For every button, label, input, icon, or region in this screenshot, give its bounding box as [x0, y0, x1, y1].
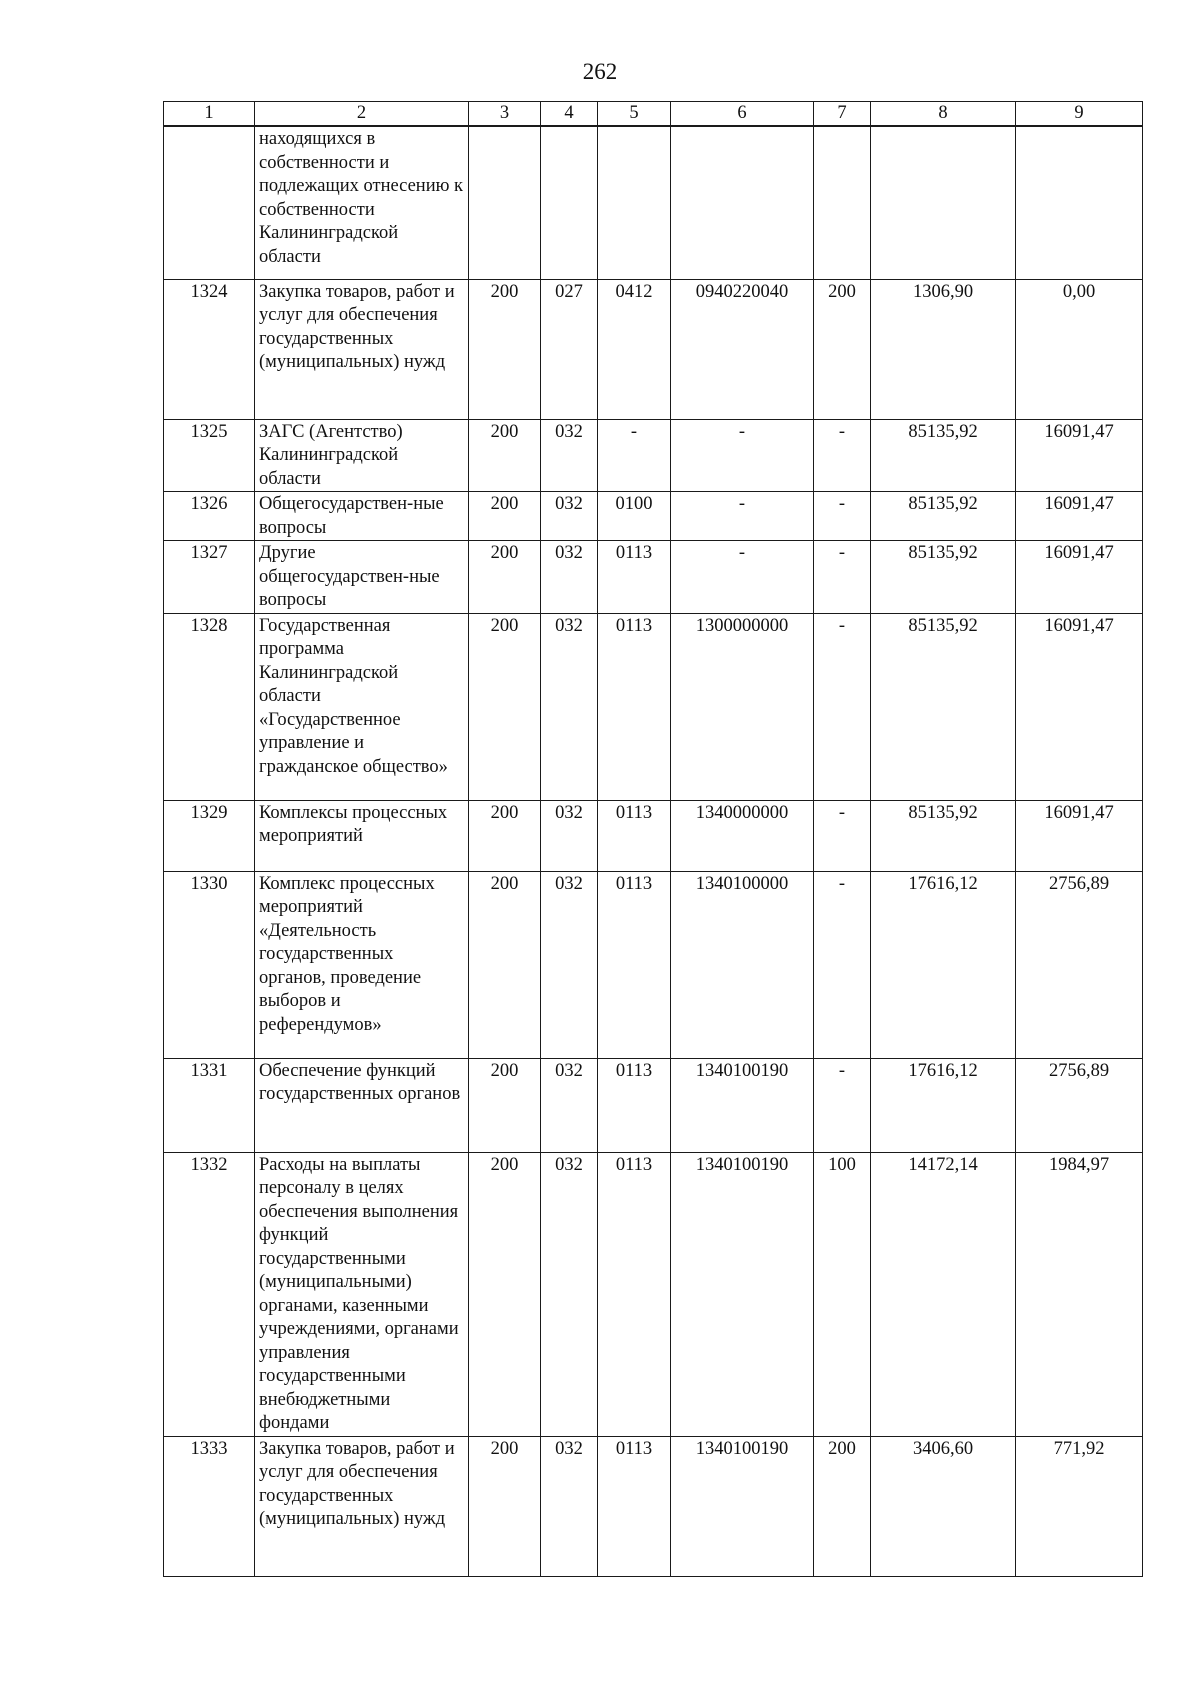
- row-col-4: [541, 126, 598, 279]
- row-col-7: -: [814, 1058, 871, 1152]
- row-col-8: 17616,12: [871, 1058, 1016, 1152]
- row-col-9: 771,92: [1016, 1436, 1143, 1576]
- row-col-4: 032: [541, 1436, 598, 1576]
- row-name: Комплексы процессных мероприятий: [255, 800, 469, 871]
- row-col-5: 0113: [598, 613, 671, 800]
- table-body: [164, 126, 1143, 1576]
- row-number: 1333: [164, 1436, 255, 1576]
- row-col-4: 032: [541, 800, 598, 871]
- row-number: 1331: [164, 1058, 255, 1152]
- row-col-3: 200: [469, 1152, 541, 1436]
- row-col-3: 200: [469, 871, 541, 1058]
- row-col-9: [1016, 126, 1143, 279]
- row-col-8: [871, 126, 1016, 279]
- table-row: [164, 541, 1143, 614]
- row-number: 1326: [164, 492, 255, 541]
- row-number: 1328: [164, 613, 255, 800]
- table-row: [164, 871, 1143, 1058]
- row-col-6: 1340100000: [671, 871, 814, 1058]
- row-col-5: 0113: [598, 800, 671, 871]
- row-col-3: [469, 126, 541, 279]
- row-number: 1332: [164, 1152, 255, 1436]
- row-col-4: 032: [541, 419, 598, 492]
- header-col-6: 6: [671, 102, 814, 127]
- row-number: 1325: [164, 419, 255, 492]
- header-col-7: 7: [814, 102, 871, 127]
- row-col-7: [814, 126, 871, 279]
- budget-table: [163, 101, 1143, 1577]
- row-col-9: 0,00: [1016, 279, 1143, 419]
- row-col-3: 200: [469, 1058, 541, 1152]
- row-col-7: -: [814, 613, 871, 800]
- row-col-6: 1340100190: [671, 1436, 814, 1576]
- header-col-2: 2: [255, 102, 469, 127]
- row-number: 1327: [164, 541, 255, 614]
- row-name: Расходы на выплаты персоналу в целях обеспечения выполнения функций государственными (муниципальными) органами, казенными учреждениями, органами управления государственными внебюджетными фондами: [255, 1152, 469, 1436]
- row-col-5: [598, 126, 671, 279]
- header-row: [164, 102, 1143, 127]
- row-col-9: 2756,89: [1016, 1058, 1143, 1152]
- row-name: Другие общегосударствен-ные вопросы: [255, 541, 469, 614]
- row-col-7: -: [814, 419, 871, 492]
- row-col-8: 1306,90: [871, 279, 1016, 419]
- row-col-9: 16091,47: [1016, 419, 1143, 492]
- row-col-3: 200: [469, 419, 541, 492]
- table-row: [164, 419, 1143, 492]
- row-col-5: 0412: [598, 279, 671, 419]
- row-col-6: -: [671, 419, 814, 492]
- row-col-5: 0100: [598, 492, 671, 541]
- row-col-9: 16091,47: [1016, 613, 1143, 800]
- row-col-5: -: [598, 419, 671, 492]
- row-col-4: 032: [541, 541, 598, 614]
- row-name: Общегосударствен-ные вопросы: [255, 492, 469, 541]
- row-col-7: 200: [814, 279, 871, 419]
- row-col-7: -: [814, 492, 871, 541]
- row-col-8: 3406,60: [871, 1436, 1016, 1576]
- row-number: [164, 126, 255, 279]
- row-col-7: 100: [814, 1152, 871, 1436]
- row-col-8: 85135,92: [871, 613, 1016, 800]
- row-col-6: -: [671, 541, 814, 614]
- row-number: 1329: [164, 800, 255, 871]
- row-number: 1324: [164, 279, 255, 419]
- row-col-8: 17616,12: [871, 871, 1016, 1058]
- row-col-4: 032: [541, 871, 598, 1058]
- row-col-3: 200: [469, 492, 541, 541]
- row-name: Комплекс процессных мероприятий «Деятельность государственных органов, проведение выборов и референдумов»: [255, 871, 469, 1058]
- row-name: Закупка товаров, работ и услуг для обеспечения государственных (муниципальных) нужд: [255, 279, 469, 419]
- row-col-3: 200: [469, 279, 541, 419]
- row-col-4: 032: [541, 1152, 598, 1436]
- row-col-8: 85135,92: [871, 419, 1016, 492]
- row-col-4: 027: [541, 279, 598, 419]
- row-col-5: 0113: [598, 541, 671, 614]
- table-row: [164, 126, 1143, 279]
- header-col-9: 9: [1016, 102, 1143, 127]
- row-col-3: 200: [469, 541, 541, 614]
- table-row: [164, 492, 1143, 541]
- row-col-4: 032: [541, 492, 598, 541]
- row-col-6: 0940220040: [671, 279, 814, 419]
- header-col-5: 5: [598, 102, 671, 127]
- row-col-6: 1300000000: [671, 613, 814, 800]
- row-col-9: 2756,89: [1016, 871, 1143, 1058]
- row-col-7: -: [814, 871, 871, 1058]
- row-col-9: 16091,47: [1016, 800, 1143, 871]
- table-row: [164, 1436, 1143, 1576]
- header-col-1: 1: [164, 102, 255, 127]
- row-col-8: 14172,14: [871, 1152, 1016, 1436]
- page-number: 262: [582, 59, 618, 84]
- row-col-5: 0113: [598, 871, 671, 1058]
- table-row: [164, 800, 1143, 871]
- row-col-6: 1340100190: [671, 1058, 814, 1152]
- row-col-5: 0113: [598, 1152, 671, 1436]
- row-col-9: 16091,47: [1016, 492, 1143, 541]
- row-col-4: 032: [541, 613, 598, 800]
- row-col-9: 16091,47: [1016, 541, 1143, 614]
- header-col-3: 3: [469, 102, 541, 127]
- row-col-7: -: [814, 800, 871, 871]
- row-name: находящихся в собственности и подлежащих отнесению к собственности Калининградской области: [255, 126, 469, 279]
- row-name: Обеспечение функций государственных органов: [255, 1058, 469, 1152]
- row-col-9: 1984,97: [1016, 1152, 1143, 1436]
- row-name: ЗАГС (Агентство) Калининградской области: [255, 419, 469, 492]
- row-col-6: [671, 126, 814, 279]
- row-col-8: 85135,92: [871, 800, 1016, 871]
- row-col-8: 85135,92: [871, 492, 1016, 541]
- row-col-4: 032: [541, 1058, 598, 1152]
- row-col-6: 1340000000: [671, 800, 814, 871]
- table-row: [164, 1058, 1143, 1152]
- row-col-5: 0113: [598, 1058, 671, 1152]
- header-col-8: 8: [871, 102, 1016, 127]
- row-col-3: 200: [469, 800, 541, 871]
- table-row: [164, 1152, 1143, 1436]
- row-number: 1330: [164, 871, 255, 1058]
- row-col-3: 200: [469, 1436, 541, 1576]
- row-name: Закупка товаров, работ и услуг для обеспечения государственных (муниципальных) нужд: [255, 1436, 469, 1576]
- table-row: [164, 279, 1143, 419]
- row-name: Государственная программа Калининградской области «Государственное управление и гражданское общество»: [255, 613, 469, 800]
- table-header: [164, 102, 1143, 127]
- row-col-6: -: [671, 492, 814, 541]
- row-col-8: 85135,92: [871, 541, 1016, 614]
- row-col-3: 200: [469, 613, 541, 800]
- row-col-6: 1340100190: [671, 1152, 814, 1436]
- row-col-7: -: [814, 541, 871, 614]
- header-col-4: 4: [541, 102, 598, 127]
- row-col-7: 200: [814, 1436, 871, 1576]
- table-row: [164, 613, 1143, 800]
- row-col-5: 0113: [598, 1436, 671, 1576]
